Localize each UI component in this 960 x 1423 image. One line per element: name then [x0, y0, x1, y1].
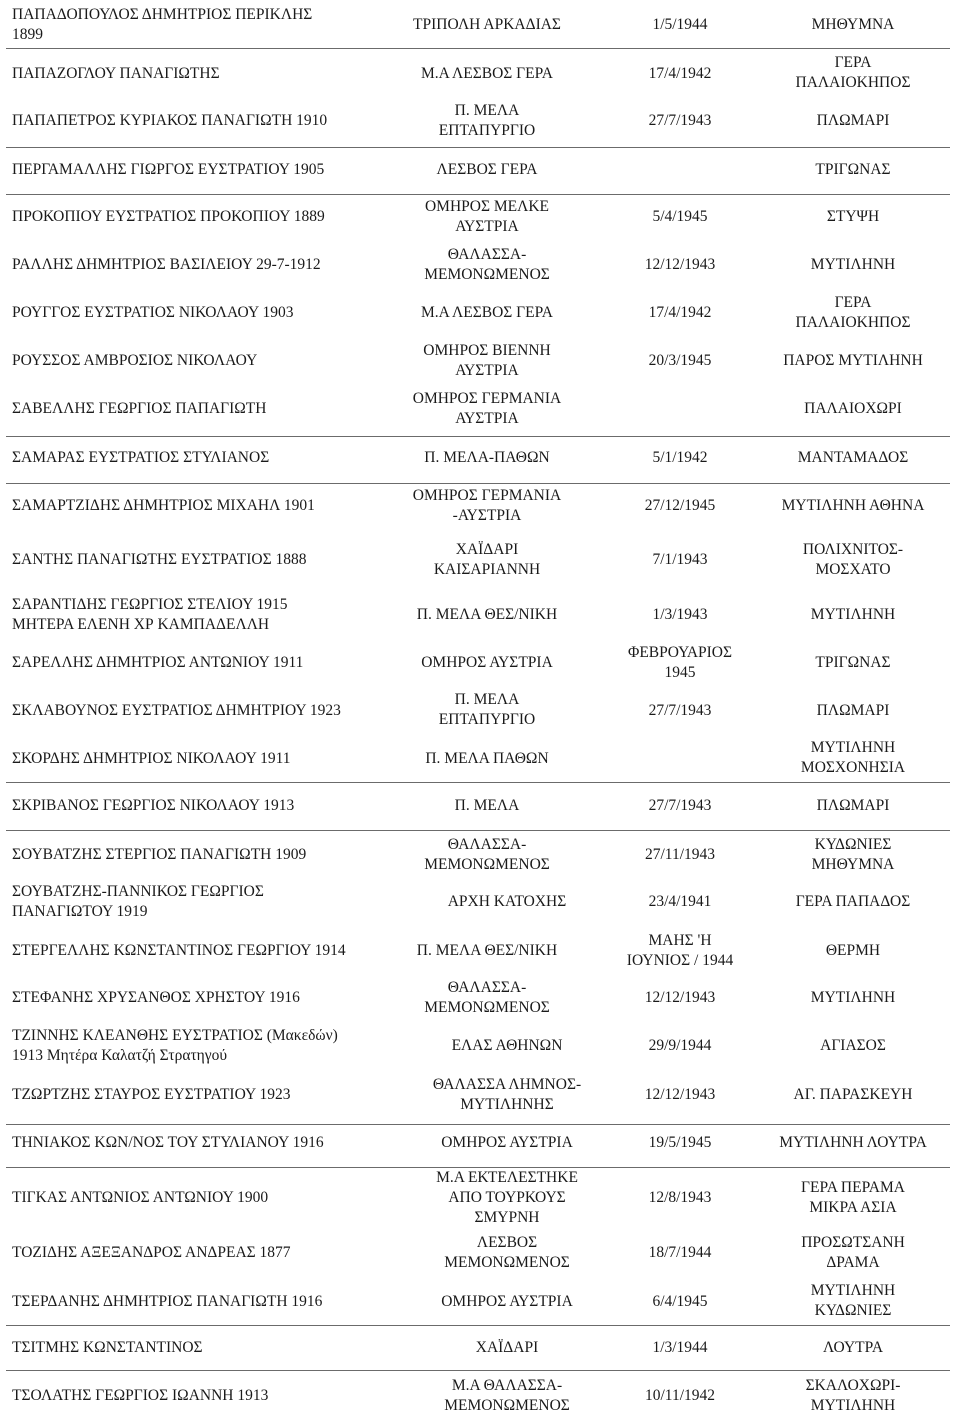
record-place: ΤΡΙΠΟΛΗ ΑΡΚΑΔΙΑΣ — [413, 16, 561, 33]
row-divider — [6, 48, 950, 49]
record-name: ΣΑΜΑΡΑΣ ΕΥΣΤΡΑΤΙΟΣ ΣΤΥΛΙΑΝΟΣ — [12, 449, 270, 466]
record-place: ΘΑΛΑΣΣΑ- ΜΕΜΟΝΩΜΕΝΟΣ — [424, 836, 550, 873]
record-place: ΑΡΧΗ ΚΑΤΟΧΗΣ — [447, 893, 567, 910]
record-name: ΣΑΝΤΗΣ ΠΑΝΑΓΙΩΤΗΣ ΕΥΣΤΡΑΤΙΟΣ 1888 — [12, 551, 307, 568]
record-location: ΜΥΤΙΛΗΝΗ — [810, 989, 896, 1006]
record-date: 20/3/1945 — [648, 352, 712, 369]
record-date: 17/4/1942 — [648, 65, 712, 82]
record-date: 12/12/1943 — [644, 256, 716, 273]
record-location: ΓΕΡΑ ΠΑΠΑΔΟΣ — [795, 893, 911, 910]
record-place: ΟΜΗΡΟΣ ΓΕΡΜΑΝΙΑ ΑΥΣΤΡΙΑ — [412, 390, 562, 427]
record-date: 10/11/1942 — [644, 1387, 716, 1404]
record-name: ΤΖΩΡΤΖΗΣ ΣΤΑΥΡΟΣ ΕΥΣΤΡΑΤΙΟΥ 1923 — [12, 1086, 291, 1103]
record-place: ΛΕΣΒΟΣ ΜΕΜΟΝΩΜΕΝΟΣ — [444, 1234, 570, 1271]
record-location: ΜΥΤΙΛΗΝΗ ΚΥΔΩΝΙΕΣ — [810, 1282, 896, 1319]
record-location: ΠΑΡΟΣ ΜΥΤΙΛΗΝΗ — [783, 352, 923, 369]
record-date: ΦΕΒΡΟΥΑΡΙΟΣ 1945 — [627, 644, 733, 681]
record-date: 1/3/1944 — [652, 1339, 708, 1356]
record-name: ΣΑΡΑΝΤΙΔΗΣ ΓΕΩΡΓΙΟΣ ΣΤΕΛΙΟΥ 1915 ΜΗΤΕΡΑ ΕΛΕΝΗ ΧΡ ΚΑΜΠΑΔΕΛΛΗ — [12, 596, 288, 633]
record-place: ΟΜΗΡΟΣ ΓΕΡΜΑΝΙΑ -ΑΥΣΤΡΙΑ — [412, 487, 562, 524]
record-location: ΓΕΡΑ ΠΑΛΑΙΟΚΗΠΟΣ — [795, 294, 911, 331]
record-date: 23/4/1941 — [648, 893, 712, 910]
record-location: ΑΓΙΑΣΟΣ — [820, 1037, 886, 1054]
row-divider — [6, 830, 950, 831]
record-location: ΓΕΡΑ ΠΕΡΑΜΑ ΜΙΚΡΑ ΑΣΙΑ — [801, 1179, 905, 1216]
row-divider — [6, 1370, 950, 1371]
record-place: ΘΑΛΑΣΣΑ- ΜΕΜΟΝΩΜΕΝΟΣ — [424, 246, 550, 283]
row-divider — [6, 1325, 950, 1326]
record-place: ΕΛΑΣ ΑΘΗΝΩΝ — [451, 1037, 563, 1054]
record-place: Μ.Α ΕΚΤΕΛΕΣΤΗΚΕ ΑΠΟ ΤΟΥΡΚΟΥΣ ΣΜΥΡΝΗ — [436, 1169, 578, 1226]
record-place: ΟΜΗΡΟΣ ΑΥΣΤΡΙΑ — [441, 1293, 573, 1310]
record-location: ΜΥΤΙΛΗΝΗ — [810, 606, 896, 623]
record-name: ΤΖΙΝΝΗΣ ΚΛΕΑΝΘΗΣ ΕΥΣΤΡΑΤΙΟΣ (Μακεδών) 1913 Μητέρα Καλατζή Στρατηγού — [12, 1027, 338, 1064]
record-name: ΠΑΠΑΠΕΤΡΟΣ ΚΥΡΙΑΚΟΣ ΠΑΝΑΓΙΩΤΗ 1910 — [12, 112, 328, 129]
record-name: ΠΡΟΚΟΠΙΟΥ ΕΥΣΤΡΑΤΙΟΣ ΠΡΟΚΟΠΙΟΥ 1889 — [12, 208, 325, 225]
record-name: ΡΟΥΣΣΟΣ ΑΜΒΡΟΣΙΟΣ ΝΙΚΟΛΑΟΥ — [12, 352, 258, 369]
record-place: ΘΑΛΑΣΣΑ- ΜΕΜΟΝΩΜΕΝΟΣ — [424, 979, 550, 1016]
record-place: ΛΕΣΒΟΣ ΓΕΡΑ — [436, 161, 538, 178]
record-date: 27/11/1943 — [644, 846, 716, 863]
record-location: ΠΡΟΣΩΤΣΑΝΗ ΔΡΑΜΑ — [801, 1234, 905, 1271]
record-place: Μ.Α ΛΕΣΒΟΣ ΓΕΡΑ — [420, 304, 553, 321]
record-location: ΠΛΩΜΑΡΙ — [816, 112, 890, 129]
row-divider — [6, 194, 950, 195]
row-divider — [6, 782, 950, 783]
record-date: 27/7/1943 — [648, 797, 712, 814]
record-location: ΤΡΙΓΩΝΑΣ — [815, 161, 891, 178]
record-date: 27/7/1943 — [648, 702, 712, 719]
record-place: Π. ΜΕΛΑ-ΠΑΘΩΝ — [424, 449, 550, 466]
record-place: ΧΑΪΔΑΡΙ — [475, 1339, 539, 1356]
record-place: Μ.Α ΛΕΣΒΟΣ ΓΕΡΑ — [420, 65, 553, 82]
record-location: ΠΛΩΜΑΡΙ — [816, 797, 890, 814]
record-location: ΣΤΥΨΗ — [826, 208, 880, 225]
record-name: ΠΑΠΑΖΟΓΛΟΥ ΠΑΝΑΓΙΩΤΗΣ — [12, 65, 220, 82]
record-name: ΤΣΟΛΑΤΗΣ ΓΕΩΡΓΙΟΣ ΙΩΑΝΝΗ 1913 — [12, 1387, 269, 1404]
record-location: ΠΛΩΜΑΡΙ — [816, 702, 890, 719]
record-location: ΘΕΡΜΗ — [825, 942, 881, 959]
record-date: ΜΑΗΣ 'Η ΙΟΥΝΙΟΣ / 1944 — [626, 932, 734, 969]
record-name: ΡΟΥΓΓΟΣ ΕΥΣΤΡΑΤΙΟΣ ΝΙΚΟΛΑΟΥ 1903 — [12, 304, 294, 321]
record-name: ΤΗΝΙΑΚΟΣ ΚΩΝ/ΝΟΣ ΤΟΥ ΣΤΥΛΙΑΝΟΥ 1916 — [12, 1134, 324, 1151]
record-date: 1/5/1944 — [652, 16, 708, 33]
record-name: ΣΑΒΕΛΛΗΣ ΓΕΩΡΓΙΟΣ ΠΑΠΑΓΙΩΤΗ — [12, 400, 267, 417]
record-name: ΠΕΡΓΑΜΑΛΛΗΣ ΓΙΩΡΓΟΣ ΕΥΣΤΡΑΤΙΟΥ 1905 — [12, 161, 325, 178]
record-date: 29/9/1944 — [648, 1037, 712, 1054]
record-name: ΣΚΛΑΒΟΥΝΟΣ ΕΥΣΤΡΑΤΙΟΣ ΔΗΜΗΤΡΙΟΥ 1923 — [12, 702, 341, 719]
record-location: ΜΥΤΙΛΗΝΗ — [810, 256, 896, 273]
record-date: 1/3/1943 — [652, 606, 708, 623]
record-name: ΣΤΕΡΓΕΛΛΗΣ ΚΩΝΣΤΑΝΤΙΝΟΣ ΓΕΩΡΓΙΟΥ 1914 — [12, 942, 346, 959]
record-location: ΜΗΘΥΜΝΑ — [811, 16, 895, 33]
record-name: ΣΟΥΒΑΤΖΗΣ ΣΤΕΡΓΙΟΣ ΠΑΝΑΓΙΩΤΗ 1909 — [12, 846, 307, 863]
record-location: ΠΟΛΙΧΝΙΤΟΣ- ΜΟΣΧΑΤΟ — [802, 541, 904, 578]
row-divider — [6, 436, 950, 437]
record-place: ΟΜΗΡΟΣ ΒΙΕΝΝΗ ΑΥΣΤΡΙΑ — [423, 342, 551, 379]
record-date: 12/8/1943 — [648, 1189, 712, 1206]
record-place: ΧΑΪΔΑΡΙ ΚΑΙΣΑΡΙΑΝΝΗ — [433, 541, 541, 578]
row-divider — [6, 147, 950, 148]
record-name: ΣΑΜΑΡΤΖΙΔΗΣ ΔΗΜΗΤΡΙΟΣ ΜΙΧΑΗΛ 1901 — [12, 497, 315, 514]
record-date: 7/1/1943 — [652, 551, 708, 568]
record-name: ΤΣΕΡΔΑΝΗΣ ΔΗΜΗΤΡΙΟΣ ΠΑΝΑΓΙΩΤΗ 1916 — [12, 1293, 323, 1310]
record-location: ΚΥΔΩΝΙΕΣ ΜΗΘΥΜΝΑ — [811, 836, 895, 873]
record-name: ΣΟΥΒΑΤΖΗΣ-ΠΑΝΝΙΚΟΣ ΓΕΩΡΓΙΟΣ ΠΑΝΑΓΙΩΤΟΥ 1919 — [12, 883, 264, 920]
record-location: ΛΟΥΤΡΑ — [822, 1339, 884, 1356]
record-name: ΠΑΠΑΔΟΠΟΥΛΟΣ ΔΗΜΗΤΡΙΟΣ ΠΕΡΙΚΛΗΣ 1899 — [12, 6, 313, 43]
record-place: ΘΑΛΑΣΣΑ ΛΗΜΝΟΣ- ΜΥΤΙΛΗΝΗΣ — [432, 1076, 582, 1113]
record-name: ΣΚΟΡΔΗΣ ΔΗΜΗΤΡΙΟΣ ΝΙΚΟΛΑΟΥ 1911 — [12, 750, 291, 767]
record-place: ΟΜΗΡΟΣ ΑΥΣΤΡΙΑ — [421, 654, 553, 671]
record-place: Π. ΜΕΛΑ ΕΠΤΑΠΥΡΓΙΟ — [438, 691, 536, 728]
record-name: ΤΣΙΤΜΗΣ ΚΩΝΣΤΑΝΤΙΝΟΣ — [12, 1339, 203, 1356]
record-place: Π. ΜΕΛΑ ΠΑΘΩΝ — [425, 750, 549, 767]
record-place: Π. ΜΕΛΑ — [454, 797, 520, 814]
record-location: ΓΕΡΑ ΠΑΛΑΙΟΚΗΠΟΣ — [795, 54, 911, 91]
record-location: ΠΑΛΑΙΟΧΩΡΙ — [804, 400, 902, 417]
record-date: 17/4/1942 — [648, 304, 712, 321]
record-place: Μ.Α ΘΑΛΑΣΣΑ- ΜΕΜΟΝΩΜΕΝΟΣ — [444, 1377, 570, 1414]
record-place: Π. ΜΕΛΑ ΘΕΣ/ΝΙΚΗ — [416, 942, 558, 959]
record-location: ΜΥΤΙΛΗΝΗ ΜΟΣΧΟΝΗΣΙΑ — [800, 739, 906, 776]
row-divider — [6, 483, 950, 484]
record-place: Π. ΜΕΛΑ ΘΕΣ/ΝΙΚΗ — [416, 606, 558, 623]
record-name: ΤΙΓΚΑΣ ΑΝΤΩΝΙΟΣ ΑΝΤΩΝΙΟΥ 1900 — [12, 1189, 269, 1206]
record-date: 27/12/1945 — [644, 497, 716, 514]
record-location: ΜΥΤΙΛΗΝΗ ΛΟΥΤΡΑ — [779, 1134, 927, 1151]
record-location: ΑΓ. ΠΑΡΑΣΚΕΥΗ — [793, 1086, 913, 1103]
record-name: ΤΟΖΙΔΗΣ ΑΞΕΞΑΝΔΡΟΣ ΑΝΔΡΕΑΣ 1877 — [12, 1244, 291, 1261]
record-place: Π. ΜΕΛΑ ΕΠΤΑΠΥΡΓΙΟ — [438, 102, 536, 139]
record-date: 6/4/1945 — [652, 1293, 708, 1310]
record-location: ΜΑΝΤΑΜΑΔΟΣ — [797, 449, 909, 466]
record-date: 18/7/1944 — [648, 1244, 712, 1261]
record-date: 5/4/1945 — [652, 208, 708, 225]
record-place: ΟΜΗΡΟΣ ΑΥΣΤΡΙΑ — [441, 1134, 573, 1151]
record-date: 27/7/1943 — [648, 112, 712, 129]
record-date: 19/5/1945 — [648, 1134, 712, 1151]
record-date: 12/12/1943 — [644, 989, 716, 1006]
record-location: ΤΡΙΓΩΝΑΣ — [815, 654, 891, 671]
record-name: ΣΤΕΦΑΝΗΣ ΧΡΥΣΑΝΘΟΣ ΧΡΗΣΤΟΥ 1916 — [12, 989, 300, 1006]
record-location: ΜΥΤΙΛΗΝΗ ΑΘΗΝΑ — [781, 497, 925, 514]
record-location: ΣΚΑΛΟΧΩΡΙ- ΜΥΤΙΛΗΝΗ — [805, 1377, 901, 1414]
record-name: ΣΚΡΙΒΑΝΟΣ ΓΕΩΡΓΙΟΣ ΝΙΚΟΛΑΟΥ 1913 — [12, 797, 295, 814]
record-name: ΡΑΛΛΗΣ ΔΗΜΗΤΡΙΟΣ ΒΑΣΙΛΕΙΟΥ 29-7-1912 — [12, 256, 321, 273]
record-place: ΟΜΗΡΟΣ ΜΕΛΚΕ ΑΥΣΤΡΙΑ — [424, 198, 550, 235]
record-name: ΣΑΡΕΛΛΗΣ ΔΗΜΗΤΡΙΟΣ ΑΝΤΩΝΙΟΥ 1911 — [12, 654, 304, 671]
record-date: 12/12/1943 — [644, 1086, 716, 1103]
row-divider — [6, 1124, 950, 1125]
record-date: 5/1/1942 — [652, 449, 708, 466]
